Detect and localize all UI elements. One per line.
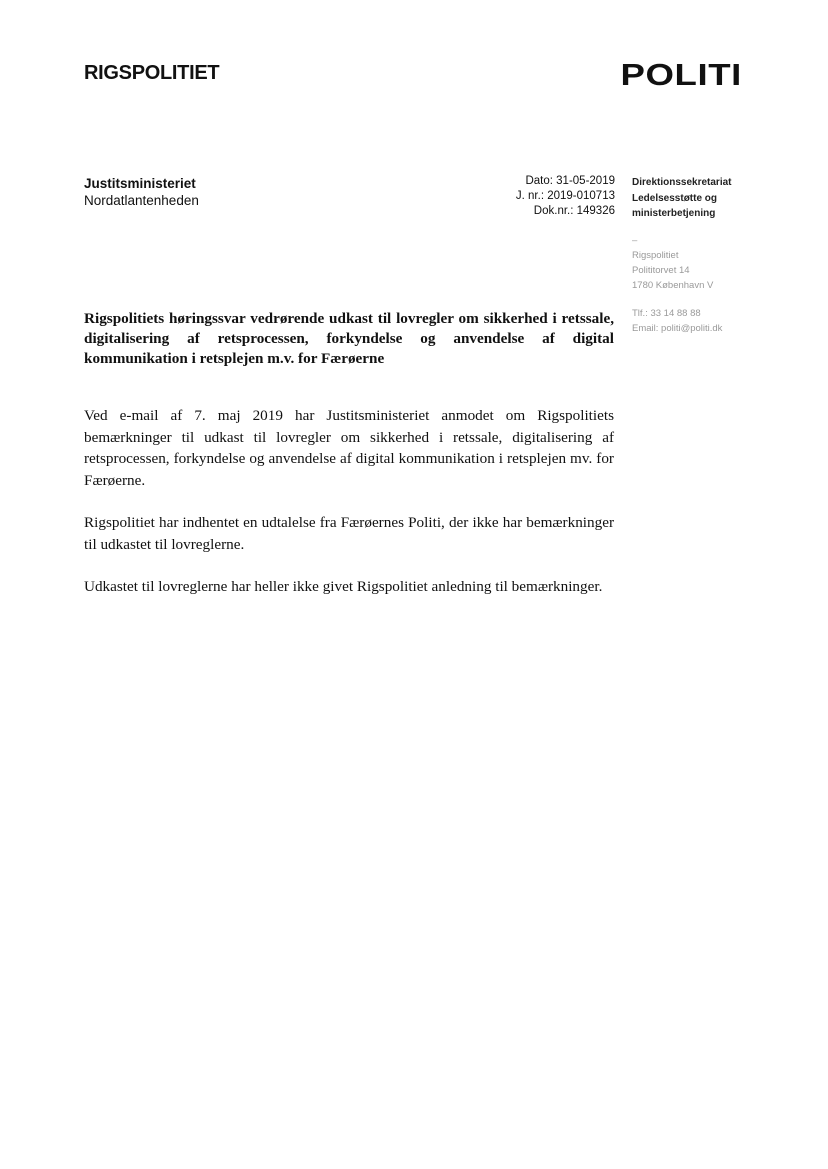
sender-name: RIGSPOLITIET	[84, 62, 220, 84]
department-line-1: Direktionssekretariat	[632, 177, 732, 188]
department-line-3: ministerbetjening	[632, 208, 716, 219]
recipient-block	[84, 175, 199, 209]
document-number: Dok.nr.: 149326	[533, 205, 615, 217]
contact-phone: Tlf.: 33 14 88 88	[632, 308, 701, 319]
department-block	[632, 175, 732, 222]
department-line-2: Ledelsesstøtte og	[632, 192, 718, 204]
politi-logo: POLITI	[620, 57, 742, 92]
body-paragraph-2: Rigspolitiet har indhentet en udtalelse fra Færøernes Politi, der ikke har bemærkninger til udkastet til lovreglerne.	[84, 514, 614, 553]
contact-name: Rigspolitiet	[632, 250, 679, 261]
body-paragraph-1: Ved e-mail af 7. maj 2019 har Justitsministeriet anmodet om Rigspolitiets bemærkninger til udkast til lovregler om sikkerhed i retssale, digitalisering af retsprocessen, forkyndelse og anvendelse af digital kommunikation i retsplejen mv. for Færøerne.	[84, 407, 614, 489]
contact-block	[632, 233, 722, 336]
contact-city: 1780 København V	[632, 280, 714, 291]
date-label: Dato: 31-05-2019	[525, 175, 615, 187]
contact-email: Email: politi@politi.dk	[632, 323, 723, 334]
recipient-unit: Nordatlantenheden	[84, 193, 199, 208]
recipient-name: Justitsministeriet	[84, 176, 196, 191]
journal-number: J. nr.: 2019-010713	[515, 190, 615, 202]
letter-body	[84, 405, 614, 619]
letter-subject: Rigspolitiets høringssvar vedrørende udkast til lovregler om sikkerhed i retssale, digitalisering af retsprocessen, forkyndelse og anvendelse af digital kommunikation i retsplejen m.v. for Færøerne	[84, 310, 614, 367]
contact-street: Polititorvet 14	[632, 265, 690, 276]
document-meta	[516, 174, 615, 219]
contact-dash: –	[632, 235, 638, 246]
body-paragraph-3: Udkastet til lovreglerne har heller ikke givet Rigspolitiet anledning til bemærkninger.	[84, 578, 603, 595]
